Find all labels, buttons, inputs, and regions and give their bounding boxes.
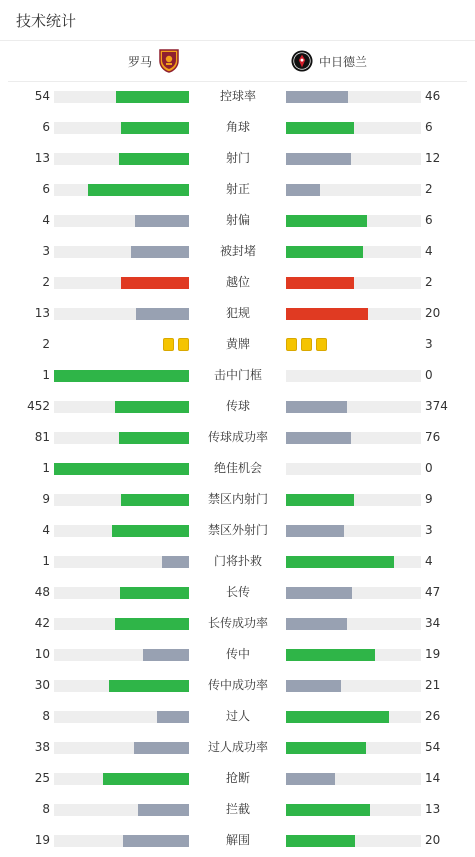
away-bar-track (286, 742, 421, 754)
home-bar-track (54, 556, 189, 568)
away-bar-fill (286, 432, 351, 444)
away-bar-track (286, 463, 421, 475)
home-bar-fill (162, 556, 189, 568)
home-bar-fill (119, 153, 189, 165)
home-bar-fill (112, 525, 189, 537)
stat-label: 射门 (225, 151, 250, 165)
away-bar-track (286, 804, 421, 816)
home-bar-fill (143, 649, 189, 661)
home-value: 42 (34, 616, 50, 630)
home-value: 30 (34, 678, 50, 692)
home-bar-track (54, 711, 189, 723)
home-bar-fill (109, 680, 189, 692)
yellow-card-icon (178, 338, 189, 351)
away-bar-fill (286, 556, 394, 568)
home-value: 38 (34, 740, 50, 754)
away-value: 20 (425, 833, 441, 847)
stat-label: 解围 (225, 833, 250, 847)
stat-label: 犯规 (225, 306, 250, 320)
home-value: 9 (42, 492, 50, 506)
home-bar-fill (136, 308, 189, 320)
stat-label: 过人成功率 (207, 740, 268, 754)
home-bar-fill (138, 804, 189, 816)
away-bar-track (286, 215, 421, 227)
stat-row (0, 81, 475, 112)
home-value: 6 (42, 182, 50, 196)
home-value: 8 (42, 802, 50, 816)
stat-row (0, 546, 475, 577)
home-bar-fill (121, 277, 189, 289)
home-bar-track (54, 494, 189, 506)
away-yellow-cards (286, 338, 327, 351)
away-bar-fill (286, 91, 348, 103)
away-team-name: 中日德兰 (319, 54, 368, 69)
away-value: 47 (425, 585, 441, 599)
away-value: 3 (425, 337, 433, 351)
stat-row (0, 112, 475, 143)
yellow-card-icon (301, 338, 312, 351)
away-bar-fill (286, 401, 347, 413)
stat-row (0, 329, 475, 360)
roma-crest-icon (158, 49, 180, 73)
home-value: 10 (34, 647, 50, 661)
away-bar-fill (286, 153, 351, 165)
home-bar-fill (123, 835, 189, 847)
home-bar-track (54, 773, 189, 785)
home-bar-track (54, 432, 189, 444)
away-value: 14 (425, 771, 441, 785)
teams-bar (8, 41, 467, 82)
stat-label: 抢断 (225, 771, 250, 785)
stat-row (0, 453, 475, 484)
away-value: 6 (425, 120, 433, 134)
home-bar-fill (88, 184, 189, 196)
stat-label: 门将扑救 (213, 554, 262, 568)
stat-label: 禁区内射门 (207, 492, 268, 506)
home-value: 4 (42, 213, 50, 227)
away-bar-fill (286, 742, 366, 754)
away-value: 374 (425, 399, 448, 413)
home-bar-fill (134, 742, 189, 754)
stat-row (0, 701, 475, 732)
away-bar-track (286, 835, 421, 847)
away-bar-track (286, 494, 421, 506)
stat-label: 射正 (225, 182, 250, 196)
home-value: 19 (34, 833, 50, 847)
home-value: 1 (42, 461, 50, 475)
stat-row (0, 143, 475, 174)
away-bar-fill (286, 804, 370, 816)
away-bar-track (286, 308, 421, 320)
away-bar-track (286, 618, 421, 630)
stat-row (0, 205, 475, 236)
home-bar-track (54, 804, 189, 816)
away-bar-fill (286, 649, 375, 661)
home-bar-track (54, 370, 189, 382)
stat-label: 射偏 (225, 213, 250, 227)
home-value: 452 (27, 399, 50, 413)
away-bar-fill (286, 525, 344, 537)
stat-row (0, 515, 475, 546)
away-bar-track (286, 432, 421, 444)
home-bar-fill (119, 432, 189, 444)
away-value: 0 (425, 368, 433, 382)
away-bar-track (286, 246, 421, 258)
yellow-card-icon (316, 338, 327, 351)
home-value: 2 (42, 337, 50, 351)
away-value: 13 (425, 802, 441, 816)
home-bar-fill (135, 215, 189, 227)
stat-row (0, 639, 475, 670)
home-bar-track (54, 649, 189, 661)
stat-label: 角球 (225, 120, 250, 134)
stat-row (0, 577, 475, 608)
stats-list (0, 81, 475, 856)
away-value: 34 (425, 616, 441, 630)
away-value: 76 (425, 430, 441, 444)
away-team[interactable] (291, 41, 373, 81)
stat-row (0, 298, 475, 329)
stat-row (0, 267, 475, 298)
home-value: 13 (34, 306, 50, 320)
stat-label: 传球 (225, 399, 250, 413)
away-bar-fill (286, 618, 347, 630)
home-bar-track (54, 153, 189, 165)
home-value: 2 (42, 275, 50, 289)
home-bar-track (54, 587, 189, 599)
home-bar-track (54, 91, 189, 103)
page-title: 技术统计 (16, 11, 77, 30)
home-bar-track (54, 184, 189, 196)
home-bar-fill (115, 401, 189, 413)
away-bar-track (286, 649, 421, 661)
home-team-name: 罗马 (127, 54, 152, 69)
stat-row (0, 174, 475, 205)
away-value: 26 (425, 709, 441, 723)
stat-label: 过人 (225, 709, 250, 723)
away-bar-fill (286, 246, 363, 258)
away-bar-track (286, 91, 421, 103)
away-value: 54 (425, 740, 441, 754)
home-value: 25 (34, 771, 50, 785)
stat-row (0, 670, 475, 701)
home-bar-track (54, 742, 189, 754)
home-value: 54 (34, 89, 50, 103)
away-bar-fill (286, 711, 389, 723)
away-value: 0 (425, 461, 433, 475)
stat-label: 拦截 (225, 802, 250, 816)
home-bar-fill (121, 494, 189, 506)
away-value: 3 (425, 523, 433, 537)
home-bar-track (54, 122, 189, 134)
stat-label: 禁区外射门 (207, 523, 268, 537)
home-bar-fill (121, 122, 189, 134)
stat-row (0, 825, 475, 856)
away-value: 4 (425, 554, 433, 568)
home-bar-fill (54, 463, 189, 475)
away-bar-fill (286, 122, 354, 134)
home-bar-track (54, 618, 189, 630)
away-bar-track (286, 122, 421, 134)
stat-label: 长传 (225, 585, 250, 599)
stat-label: 击中门框 (213, 368, 262, 382)
home-bar-track (54, 680, 189, 692)
away-bar-track (286, 370, 421, 382)
away-bar-track (286, 401, 421, 413)
stat-row (0, 391, 475, 422)
stat-row (0, 732, 475, 763)
home-value: 3 (42, 244, 50, 258)
stat-label: 越位 (225, 275, 250, 289)
away-bar-fill (286, 587, 352, 599)
away-bar-fill (286, 680, 341, 692)
away-bar-fill (286, 184, 320, 196)
yellow-card-icon (163, 338, 174, 351)
home-value: 8 (42, 709, 50, 723)
away-value: 9 (425, 492, 433, 506)
home-bar-fill (116, 91, 189, 103)
home-bar-fill (54, 370, 189, 382)
stat-label: 绝佳机会 (213, 461, 262, 475)
away-bar-track (286, 525, 421, 537)
away-value: 21 (425, 678, 441, 692)
home-bar-track (54, 277, 189, 289)
away-value: 20 (425, 306, 441, 320)
home-bar-fill (103, 773, 189, 785)
away-bar-fill (286, 308, 368, 320)
home-bar-fill (120, 587, 189, 599)
stat-label: 传中 (225, 647, 250, 661)
home-bar-fill (115, 618, 189, 630)
away-bar-track (286, 556, 421, 568)
home-bar-track (54, 246, 189, 258)
away-value: 2 (425, 275, 433, 289)
away-value: 6 (425, 213, 433, 227)
home-value: 48 (34, 585, 50, 599)
away-value: 4 (425, 244, 433, 258)
away-bar-fill (286, 215, 367, 227)
home-value: 6 (42, 120, 50, 134)
home-bar-track (54, 308, 189, 320)
stat-label: 传中成功率 (207, 678, 268, 692)
stat-label: 被封堵 (219, 244, 256, 258)
home-yellow-cards (163, 338, 189, 351)
stat-row (0, 763, 475, 794)
away-value: 12 (425, 151, 441, 165)
away-value: 19 (425, 647, 441, 661)
away-bar-fill (286, 773, 335, 785)
home-value: 13 (34, 151, 50, 165)
stat-label: 长传成功率 (207, 616, 268, 630)
home-bar-track (54, 215, 189, 227)
home-bar-track (54, 525, 189, 537)
away-bar-track (286, 773, 421, 785)
stat-row (0, 422, 475, 453)
stat-row (0, 360, 475, 391)
away-bar-fill (286, 835, 355, 847)
home-bar-fill (157, 711, 189, 723)
yellow-card-icon (286, 338, 297, 351)
stat-row (0, 608, 475, 639)
stat-label: 控球率 (219, 89, 256, 103)
away-bar-track (286, 587, 421, 599)
home-bar-fill (131, 246, 189, 258)
away-value: 2 (425, 182, 433, 196)
stat-row (0, 484, 475, 515)
stat-label: 黄牌 (225, 337, 250, 351)
away-value: 46 (425, 89, 441, 103)
stat-row (0, 794, 475, 825)
midtjylland-crest-icon (291, 49, 313, 73)
away-bar-track (286, 277, 421, 289)
away-bar-fill (286, 494, 354, 506)
home-value: 1 (42, 554, 50, 568)
home-bar-track (54, 835, 189, 847)
away-bar-fill (286, 277, 354, 289)
home-bar-track (54, 401, 189, 413)
away-bar-track (286, 711, 421, 723)
home-bar-track (54, 463, 189, 475)
away-bar-track (286, 184, 421, 196)
home-team[interactable] (122, 41, 180, 81)
stats-header (0, 0, 475, 41)
stat-label: 传球成功率 (207, 430, 268, 444)
home-value: 4 (42, 523, 50, 537)
home-value: 81 (34, 430, 50, 444)
stat-row (0, 236, 475, 267)
away-bar-track (286, 153, 421, 165)
away-bar-track (286, 680, 421, 692)
home-value: 1 (42, 368, 50, 382)
